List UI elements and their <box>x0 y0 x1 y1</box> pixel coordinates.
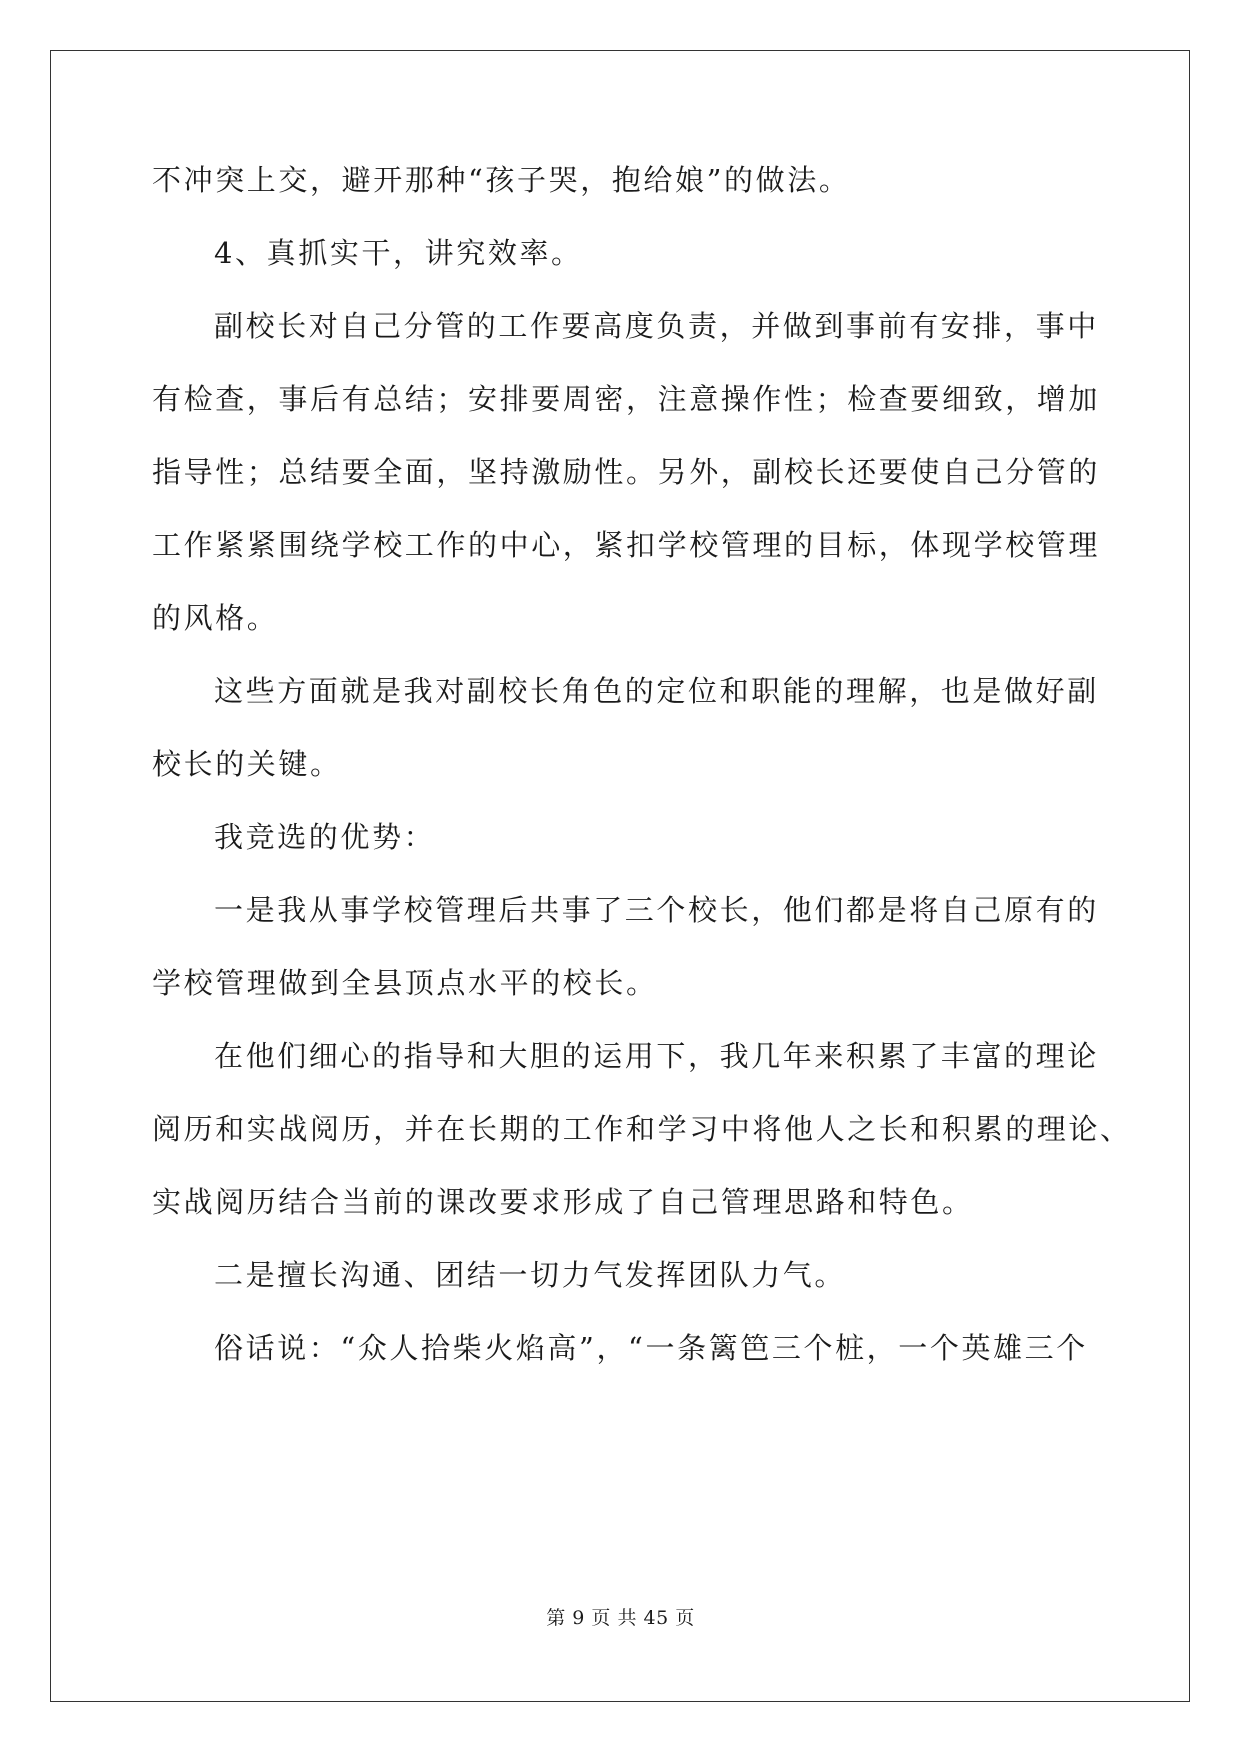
text-line: 不冲突上交，避开那种“孩子哭，抱给娘”的做法。 <box>152 163 851 197</box>
text-line: 实战阅历结合当前的课改要求形成了自己管理思路和特色。 <box>152 1185 974 1219</box>
text-line: 在他们细心的指导和大胆的运用下，我几年来积累了丰富的理论 <box>214 1039 1099 1073</box>
text-line: 指导性；总结要全面，坚持激励性。另外，副校长还要使自己分管的 <box>152 455 1101 489</box>
text-line: 副校长对自己分管的工作要高度负责，并做到事前有安排，事中 <box>214 309 1099 343</box>
text-line: 有检查，事后有总结；安排要周密，注意操作性；检查要细致，增加 <box>152 382 1101 416</box>
page-border <box>50 50 1190 1702</box>
text-line: 一是我从事学校管理后共事了三个校长，他们都是将自己原有的 <box>214 893 1099 927</box>
text-line: 这些方面就是我对副校长角色的定位和职能的理解，也是做好副 <box>214 674 1099 708</box>
text-line: 校长的关键。 <box>152 747 342 781</box>
text-line: 学校管理做到全县顶点水平的校长。 <box>152 966 658 1000</box>
text-line: 我竞选的优势： <box>214 820 436 854</box>
page-number: 第 9 页 共 45 页 <box>546 1607 695 1629</box>
text-line: 4、真抓实干，讲究效率。 <box>214 236 583 270</box>
text-line: 俗话说：“众人拾柴火焰高”，“一条篱笆三个桩，一个英雄三个 <box>214 1331 1088 1365</box>
text-line: 的风格。 <box>152 601 279 635</box>
text-line: 阅历和实战阅历，并在长期的工作和学习中将他人之长和积累的理论、 <box>152 1112 1132 1146</box>
text-line: 二是擅长沟通、团结一切力气发挥团队力气。 <box>214 1258 847 1292</box>
text-line: 工作紧紧围绕学校工作的中心，紧扣学校管理的目标，体现学校管理 <box>152 528 1101 562</box>
